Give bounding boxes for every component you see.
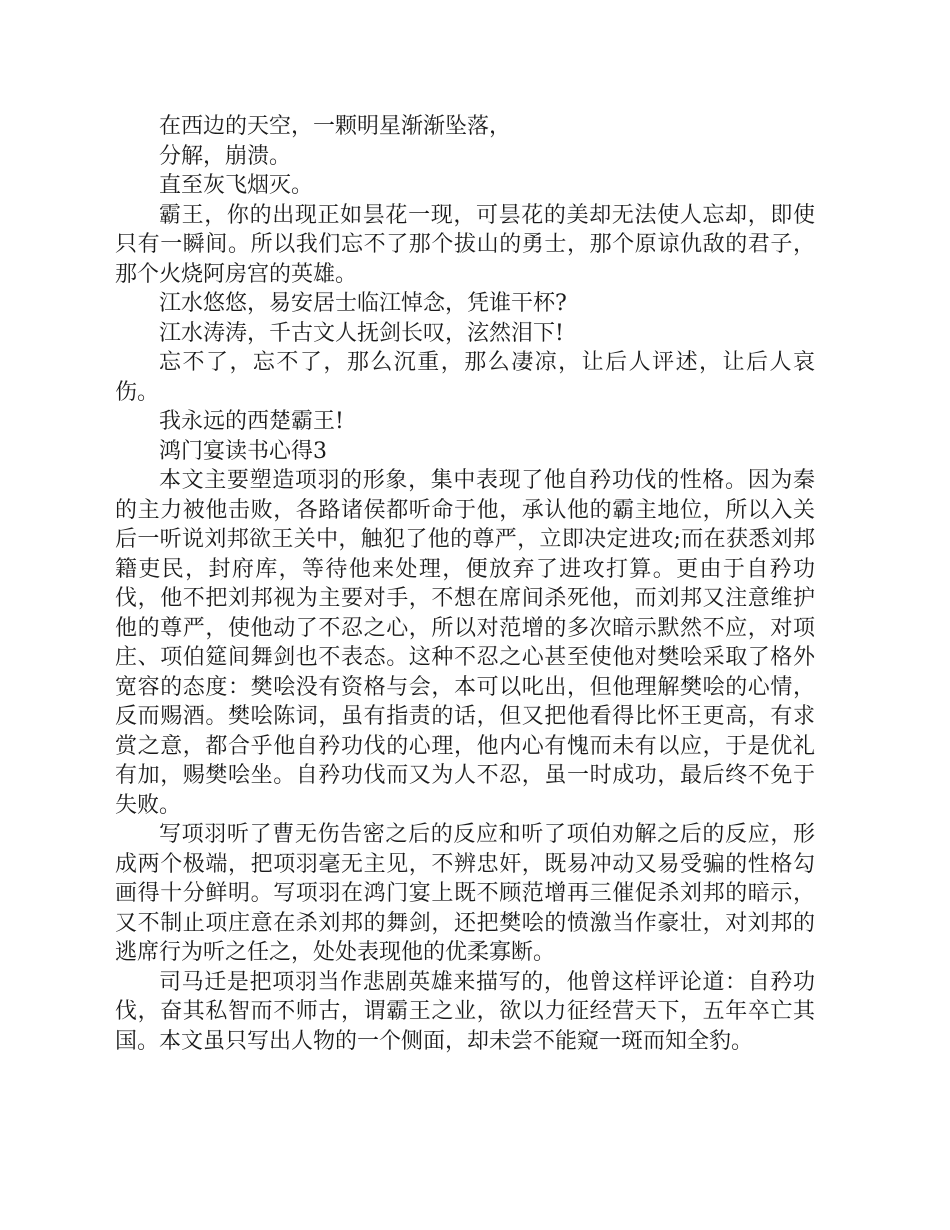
paragraph-12: 司马迁是把项羽当作悲剧英雄来描写的，他曾这样评论道：自矜功伐，奋其私智而不师古，谓霸王之业，欲以力征经营天下，五年卒亡其国。本文虽只写出人物的一个侧面，却未尝不能窥一斑而知全豹。 — [115, 969, 815, 1054]
paragraph-7: 忘不了，忘不了，那么沉重，那么凄凉，让后人评述，让后人哀伤。 — [115, 350, 815, 405]
paragraph-4: 霸王，你的出现正如昙花一现，可昙花的美却无法使人忘却，即使只有一瞬间。所以我们忘不了那个拔山的勇士，那个原谅仇敌的君子，那个火烧阿房宫的英雄。 — [115, 202, 815, 287]
paragraph-1: 在西边的天空，一颗明星渐渐坠落， — [159, 114, 512, 139]
section-heading: 鸿门宴读书心得3 — [159, 438, 327, 464]
paragraph-8: 我永远的西楚霸王! — [159, 409, 344, 434]
paragraph-2: 分解，崩溃。 — [159, 143, 292, 169]
paragraph-5: 江水悠悠，易安居士临江悼念，凭谁干杯? — [159, 291, 567, 316]
paragraph-6: 江水涛涛，千古文人抚剑长叹，泫然泪下! — [159, 320, 564, 346]
paragraph-3: 直至灰飞烟灭。 — [159, 173, 314, 198]
paragraph-10: 本文主要塑造项羽的形象，集中表现了他自矜功伐的性格。因为秦的主力被他击败，各路诸侯都听命于他，承认他的霸主地位，所以入关后一听说刘邦欲王关中，触犯了他的尊严，立即决定进攻;而在获悉刘邦籍吏民，封府库，等待他来处理，便放弃了进攻打算。更由于自矜功伐，他不把刘邦视为主要对手，不想在席间杀死他，而刘邦又注意维护他的尊严，使他动了不忍之心，所以对范增的多次暗示默然不应，对项庄、项伯筵间舞剑也不表态。这种不忍之心甚至使他对樊哙采取了格外宽容的态度：樊哙没有资格与会，本可以叱出，但他理解樊哙的心情，反而赐酒。樊哙陈词，虽有指责的话，但又把他看得比怀王更高，有求赏之意，都合乎他自矜功伐的心理，他内心有愧而未有以应，于是优礼有加，赐樊哙坐。自矜功伐而又为人不忍，虽一时成功，最后终不免于失败。 — [115, 468, 815, 818]
document-body — [115, 112, 815, 1056]
paragraph-11: 写项羽听了曹无伤告密之后的反应和听了项伯劝解之后的反应，形成两个极端，把项羽毫无主见，不辨忠奸，既易冲动又易受骗的性格勾画得十分鲜明。写项羽在鸿门宴上既不顾范增再三催促杀刘邦的暗示，又不制止项庄意在杀刘邦的舞剑，还把樊哙的愤激当作豪壮，对刘邦的逃席行为听之任之，处处表现他的优柔寡断。 — [115, 822, 815, 965]
